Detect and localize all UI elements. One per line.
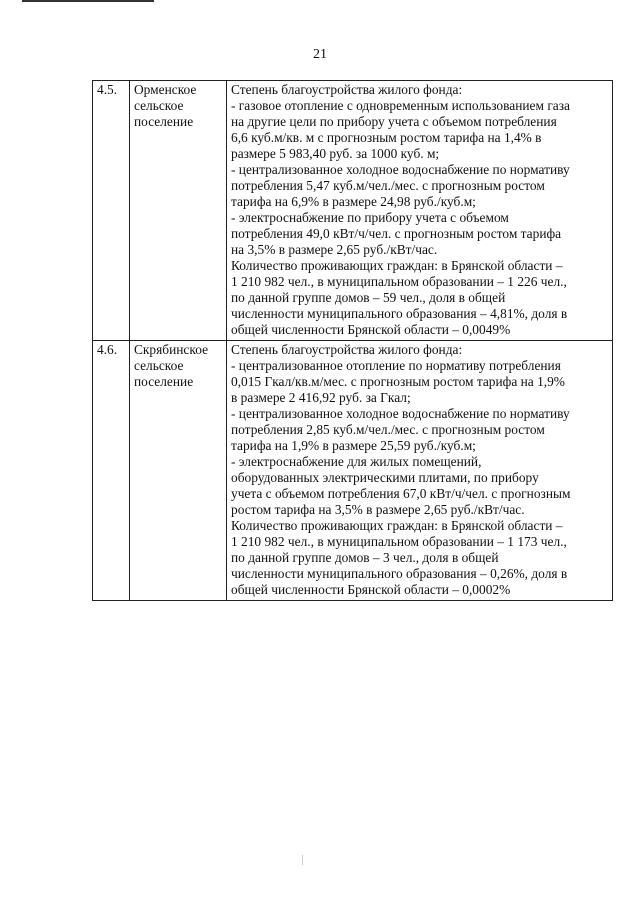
name-line: сельское [134,98,184,113]
name-line: Скрябинское [134,342,209,357]
description-line: 0,015 Гкал/кв.м/мес. с прогнозным ростом тарифа на 1,9% [231,374,565,389]
description-line: - электроснабжение по прибору учета с объемом [231,210,509,225]
table-row [93,341,613,601]
description-line: в размере 2 416,92 руб. за Гкал; [231,390,411,405]
description-line: потребления 5,47 куб.м/чел./мес. с прогнозным ростом [231,178,545,193]
description-line: численности муниципального образования – 4,81%, доля в [231,306,568,321]
description-line: ростом тарифа на 3,5% в размере 2,65 руб./кВт/час. [231,502,525,517]
description-line: - централизованное холодное водоснабжение по нормативу [231,406,570,421]
name-line: Орменское [134,82,197,97]
description-line: тарифа на 1,9% в размере 25,59 руб./куб.м; [231,438,476,453]
description-line: общей численности Брянской области – 0,0049% [231,322,511,337]
scan-mark [302,855,303,865]
description-line: тарифа на 6,9% в размере 24,98 руб./куб.м; [231,194,476,209]
description-line: численности муниципального образования – 0,26%, доля в [231,566,568,581]
description-line: учета с объемом потребления 67,0 кВт/ч/чел. с прогнозным [231,486,571,501]
description-line: на другие цели по прибору учета с объемом потребления [231,114,557,129]
row-number: 4.6. [93,341,130,601]
description-line: - электроснабжение для жилых помещений, [231,454,482,469]
description-line: Количество проживающих граждан: в Брянской области – [231,518,563,533]
settlement-description [227,341,613,601]
settlement-name [130,81,227,341]
description-line: по данной группе домов – 59 чел., доля в общей [231,290,506,305]
top-rule [22,0,154,2]
description-line: по данной группе домов – 3 чел., доля в общей [231,550,499,565]
table-row [93,81,613,341]
row-number: 4.5. [93,81,130,341]
name-line: поселение [134,374,194,389]
description-line: потребления 2,85 куб.м/чел./мес. с прогнозным ростом [231,422,545,437]
name-line: сельское [134,358,184,373]
settlement-name [130,341,227,601]
page-number: 21 [313,47,327,62]
description-line: Степень благоустройства жилого фонда: [231,82,463,97]
description-line: 1 210 982 чел., в муниципальном образовании – 1 173 чел., [231,534,567,549]
description-line: Степень благоустройства жилого фонда: [231,342,463,357]
description-line: оборудованных электрическими плитами, по прибору [231,470,539,485]
name-line: поселение [134,114,194,129]
description-line: - централизованное отопление по нормативу потребления [231,358,561,373]
description-line: Количество проживающих граждан: в Брянской области – [231,258,563,273]
description-line: потребления 49,0 кВт/ч/чел. с прогнозным ростом тарифа [231,226,562,241]
description-line: - газовое отопление с одновременным использованием газа [231,98,570,113]
description-line: размере 5 983,40 руб. за 1000 куб. м; [231,146,440,161]
description-line: общей численности Брянской области – 0,0002% [231,582,511,597]
settlement-description [227,81,613,341]
description-line: на 3,5% в размере 2,65 руб./кВт/час. [231,242,438,257]
description-line: 1 210 982 чел., в муниципальном образовании – 1 226 чел., [231,274,567,289]
data-table [92,80,613,601]
description-line: 6,6 куб.м/кв. м с прогнозным ростом тарифа на 1,4% в [231,130,542,145]
description-line: - централизованное холодное водоснабжение по нормативу [231,162,570,177]
